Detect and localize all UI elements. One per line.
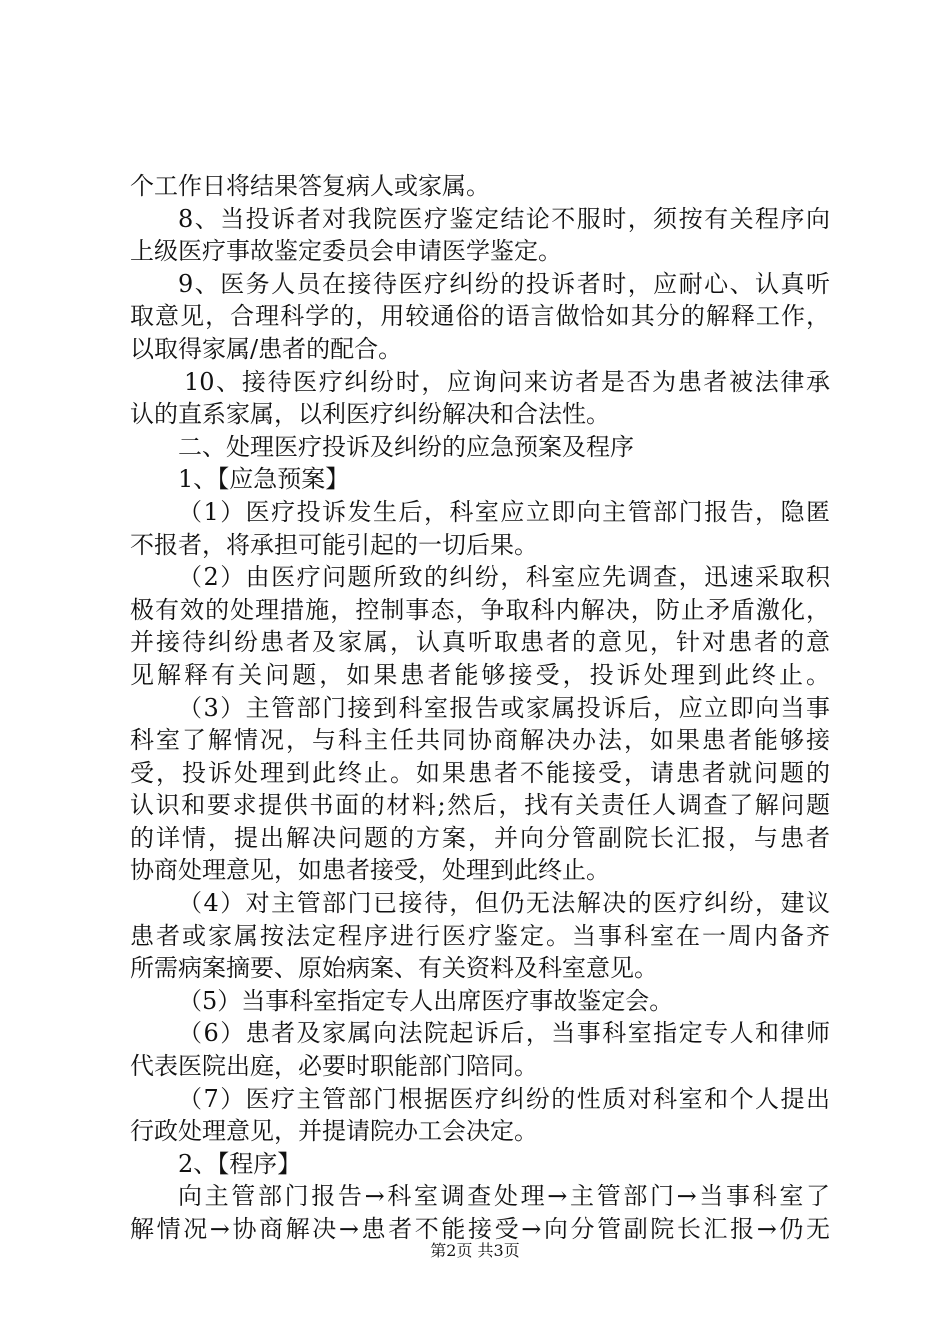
text-line: 向主管部门报告→科室调查处理→主管部门→当事科室了: [178, 1182, 830, 1211]
text-line: 的详情，提出解决问题的方案，并向分管副院长汇报，与患者: [130, 823, 830, 852]
text-line: （7）医疗主管部门根据医疗纠纷的性质对科室和个人提出: [178, 1084, 830, 1113]
text-line: 个工作日将结果答复病人或家属。: [130, 172, 490, 200]
text-line: （2）由医疗问题所致的纠纷，科室应先调查，迅速采取积: [178, 563, 830, 592]
text-line: 8、当投诉者对我院医疗鉴定结论不服时，须按有关程序向: [178, 204, 830, 233]
subsection-heading: 1、【应急预案】: [178, 465, 350, 494]
text-line: 不报者，将承担可能引起的一切后果。: [130, 530, 538, 559]
text-line: 认的直系家属，以利医疗纠纷解决和合法性。: [130, 400, 610, 429]
section-heading: 二、处理医疗投诉及纠纷的应急预案及程序: [178, 432, 634, 461]
text-line: 取意见，合理科学的，用较通俗的语言做恰如其分的解释工作，: [130, 302, 830, 331]
text-line: 受，投诉处理到此终止。如果患者不能接受，请患者就问题的: [130, 758, 830, 787]
text-line: （3）主管部门接到科室报告或家属投诉后，应立即向当事: [178, 693, 830, 722]
text-line: （5）当事科室指定专人出席医疗事故鉴定会。: [178, 986, 674, 1015]
text-line: 9、医务人员在接待医疗纠纷的投诉者时，应耐心、认真听: [178, 269, 830, 298]
text-line: 科室了解情况，与科主任共同协商解决办法，如果患者能够接: [130, 726, 830, 755]
document-body: [130, 170, 830, 1246]
text-line: 协商处理意见，如患者接受，处理到此终止。: [130, 856, 610, 885]
text-line: 见解释有关问题，如果患者能够接受，投诉处理到此终止。: [130, 660, 830, 689]
text-line: （1）医疗投诉发生后，科室应立即向主管部门报告，隐匿: [178, 497, 830, 526]
text-line: 10、接待医疗纠纷时，应询问来访者是否为患者被法律承: [184, 367, 830, 396]
text-line: 患者或家属按法定程序进行医疗鉴定。当事科室在一周内备齐: [130, 921, 830, 950]
page-footer: 第2页 共3页: [430, 1241, 520, 1260]
text-line: 行政处理意见，并提请院办工会决定。: [130, 1117, 538, 1146]
text-line: 代表医院出庭，必要时职能部门陪同。: [130, 1052, 538, 1081]
text-line: 极有效的处理措施，控制事态，争取科内解决，防止矛盾激化，: [130, 595, 830, 624]
text-line: 并接待纠纷患者及家属，认真听取患者的意见，针对患者的意: [130, 628, 830, 657]
text-line: 所需病案摘要、原始病案、有关资料及科室意见。: [130, 954, 658, 983]
text-line: 解情况→协商解决→患者不能接受→向分管副院长汇报→仍无: [130, 1215, 830, 1243]
text-line: 上级医疗事故鉴定委员会申请医学鉴定。: [130, 237, 562, 266]
text-line: （6）患者及家属向法院起诉后，当事科室指定专人和律师: [178, 1019, 830, 1048]
text-line: 认识和要求提供书面的材料;然后，找有关责任人调查了解问题: [130, 791, 830, 820]
subsection-heading: 2、【程序】: [178, 1149, 302, 1178]
text-line: 以取得家属/患者的配合。: [130, 334, 403, 363]
text-line: （4）对主管部门已接待，但仍无法解决的医疗纠纷，建议: [178, 889, 830, 918]
